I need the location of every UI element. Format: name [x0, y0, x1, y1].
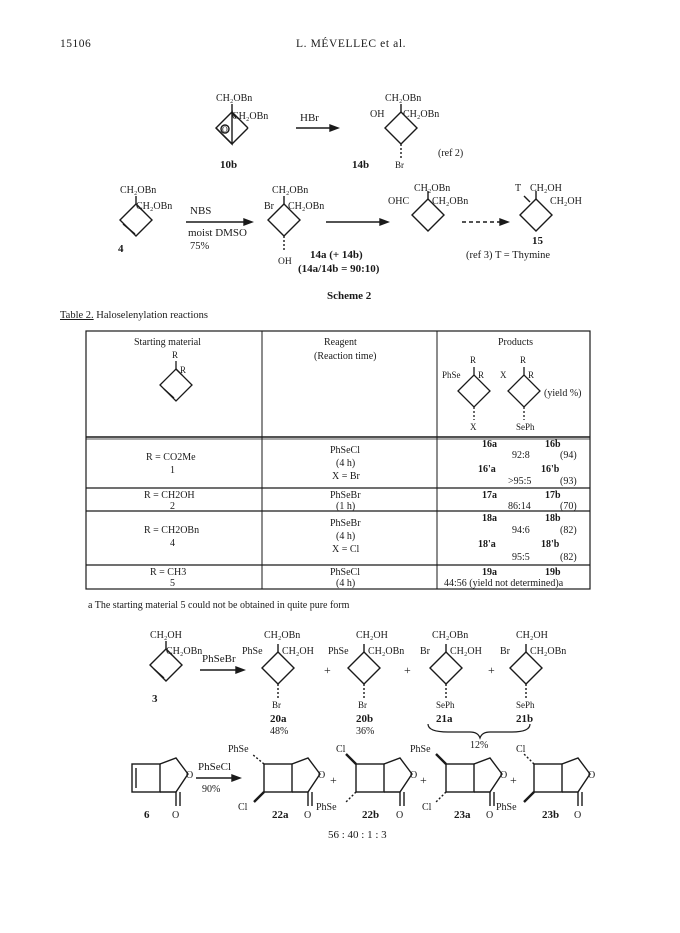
sub-14a-1: CH₂OBn: [272, 185, 309, 196]
label-4: 4: [118, 243, 124, 255]
row3-reagent-2: (4 h): [336, 531, 356, 542]
row1-ratio: 92:8: [512, 450, 530, 461]
row4-reagent-1: PhSeCl: [330, 567, 361, 578]
oh-14b: OH: [370, 109, 385, 120]
reagent-nbs: NBS: [190, 205, 212, 217]
hdr-x: X: [500, 370, 507, 380]
ohc-aldehyde: OHC: [388, 196, 410, 207]
sub-14b-2: CH₂OBn: [403, 109, 440, 120]
header-product-a: [458, 367, 490, 420]
p21b-bottom: SePh: [516, 700, 535, 710]
row2-reagent-2: (1 h): [336, 501, 356, 512]
hdr-seph: SePh: [516, 422, 535, 432]
plus-1: +: [324, 663, 331, 677]
label-14b: 14b: [352, 159, 370, 171]
running-header-authors: L. MÉVELLEC et al.: [296, 38, 407, 50]
p21a-s2: CH₂OH: [450, 646, 482, 657]
plus-6: +: [510, 773, 517, 787]
o-6-carbonyl: O: [172, 810, 180, 821]
row3-a: 18a: [482, 513, 497, 524]
structure-23a: [436, 754, 502, 806]
p22b-top: Cl: [336, 744, 346, 755]
row1p-yield: (93): [560, 476, 577, 487]
p23b-top: Cl: [516, 744, 526, 755]
row4-reagent-2: (4 h): [336, 578, 356, 589]
p20a-bottom: Br: [272, 700, 281, 710]
col-reaction-time: (Reaction time): [314, 351, 377, 362]
table-2: [0, 325, 680, 595]
o-22b-c: O: [396, 810, 404, 821]
row3-number: 4: [170, 538, 175, 549]
row4-ratio: 44:56 (yield not determined)a: [444, 578, 564, 589]
row1-reagent-2: (4 h): [336, 458, 356, 469]
row1-b: 16b: [545, 439, 561, 450]
p22a-top: PhSe: [228, 744, 249, 755]
label-14a: 14a (+ 14b): [310, 249, 363, 261]
reagent-yield: 75%: [190, 241, 210, 252]
o-22a: O: [318, 770, 326, 781]
p21b-left: Br: [500, 646, 510, 657]
o-23b: O: [588, 770, 596, 781]
o-23a: O: [500, 770, 508, 781]
row1-reagent-3: X = Br: [332, 471, 360, 482]
row2-ratio: 86:14: [508, 501, 531, 512]
p20b-s2: CH₂OBn: [368, 646, 405, 657]
o-6-ring: O: [186, 770, 194, 781]
label-15: 15: [532, 235, 543, 247]
label-3: 3: [152, 693, 158, 705]
sub-4-1: CH₂OBn: [120, 185, 157, 196]
yield-20b: 36%: [356, 726, 375, 737]
plus-4: +: [330, 773, 337, 787]
row1-material: R = CO2Me: [146, 452, 196, 463]
scheme-2: [0, 0, 680, 305]
br-14b: Br: [395, 160, 404, 170]
reagent-dmso: moist DMSO: [188, 227, 247, 239]
reagent-phsecl: PhSeCl: [198, 761, 232, 773]
row4-number: 5: [170, 578, 175, 589]
epoxide-o: O: [222, 125, 228, 134]
structure-22b: [346, 754, 412, 806]
p23b-bottom: PhSe: [496, 802, 517, 813]
row3p-yield: (82): [560, 552, 577, 563]
sub-3-2: CH₂OBn: [166, 646, 203, 657]
label-22b: 22b: [362, 809, 380, 821]
p21b-s2: CH₂OBn: [530, 646, 567, 657]
hdr-r-4: R: [520, 355, 527, 365]
table-2-caption: [60, 310, 208, 321]
table-footnote: a The starting material 5 could not be obtained in quite pure form: [88, 600, 350, 611]
row2-yield: (70): [560, 501, 577, 512]
header-product-b: [508, 367, 540, 420]
row2-a: 17a: [482, 490, 497, 501]
p20a-s2: CH₂OH: [282, 646, 314, 657]
p23a-top: PhSe: [410, 744, 431, 755]
yield-20a: 48%: [270, 726, 289, 737]
p20b-bottom: Br: [358, 700, 367, 710]
p21a-left: Br: [420, 646, 430, 657]
ref-2: (ref 2): [438, 148, 464, 159]
ref-3-thymine: (ref 3) T = Thymine: [466, 250, 551, 261]
plus-2: +: [404, 663, 411, 677]
row3-ratio: 94:6: [512, 525, 530, 536]
o-22b: O: [410, 770, 418, 781]
brace-21: [428, 724, 530, 738]
sub-14a-2: CH₂OBn: [288, 201, 325, 212]
label-6: 6: [144, 809, 150, 821]
label-22a: 22a: [272, 809, 289, 821]
row3-b: 18b: [545, 513, 561, 524]
o-23a-c: O: [486, 810, 494, 821]
p20a-left: PhSe: [242, 646, 263, 657]
ratio-14a-14b: (14a/14b = 90:10): [298, 263, 380, 275]
thymine-t: T: [515, 183, 522, 194]
structure-23b: [524, 754, 590, 806]
structure-10b: [216, 104, 248, 144]
row3-reagent-1: PhSeBr: [330, 518, 361, 529]
product-ratio: 56 : 40 : 1 : 3: [328, 829, 387, 841]
table-2-label: Table 2.: [60, 310, 94, 321]
hdr-r-3: R: [470, 355, 477, 365]
hdr-r-5: R: [478, 370, 485, 380]
hdr-r-2: R: [180, 365, 187, 375]
label-20b: 20b: [356, 713, 374, 725]
col-products: Products: [498, 337, 533, 348]
sub-14b-1: CH₂OBn: [385, 93, 422, 104]
scheme-2-title: Scheme 2: [327, 290, 372, 302]
plus-5: +: [420, 773, 427, 787]
label-21a: 21a: [436, 713, 453, 725]
structure-22a: [252, 754, 320, 806]
p23a-bottom: Cl: [422, 802, 432, 813]
o-22a-c: O: [304, 810, 312, 821]
row1-yield: (94): [560, 450, 577, 461]
table-2-title: Haloselenylation reactions: [93, 310, 208, 321]
structure-15: [520, 191, 552, 231]
yield-90: 90%: [202, 784, 221, 795]
sub-10b-2: CH₂OBn: [232, 111, 269, 122]
p22b-bottom: PhSe: [316, 802, 337, 813]
col-reagent: Reagent: [324, 337, 357, 348]
scheme-4: [0, 740, 680, 880]
row4-b: 19b: [545, 567, 561, 578]
label-21b: 21b: [516, 713, 534, 725]
reagent-phsebr: PhSeBr: [202, 653, 236, 665]
row3-material: R = CH2OBn: [144, 525, 200, 536]
hdr-r-6: R: [528, 370, 535, 380]
p20b-s1: CH₂OH: [356, 630, 388, 641]
page-number: 15106: [60, 38, 92, 50]
br-14a: Br: [264, 201, 274, 212]
hdr-r-1: R: [172, 350, 179, 360]
row1-reagent-1: PhSeCl: [330, 445, 361, 456]
col-starting-material: Starting material: [134, 337, 201, 348]
yield-21: 12%: [470, 740, 489, 751]
row2-b: 17b: [545, 490, 561, 501]
o-23b-c: O: [574, 810, 582, 821]
sub-10b-1: CH₂OBn: [216, 93, 253, 104]
hdr-phse: PhSe: [442, 370, 461, 380]
row3p-ratio: 95:5: [512, 552, 530, 563]
scheme-3: [0, 620, 680, 760]
reagent-hbr: HBr: [300, 112, 319, 124]
row3p-b: 18'b: [541, 539, 560, 550]
sub-15-2: CH₂OH: [550, 196, 582, 207]
label-23a: 23a: [454, 809, 471, 821]
row1p-ratio: >95:5: [508, 476, 532, 487]
sub-15-1: CH₂OH: [530, 183, 562, 194]
row1-a: 16a: [482, 439, 497, 450]
row1p-a: 16'a: [478, 464, 496, 475]
oh-14a: OH: [278, 257, 292, 267]
hdr-x-bottom: X: [470, 422, 477, 432]
p21a-bottom: SePh: [436, 700, 455, 710]
sub-3-1: CH₂OH: [150, 630, 182, 641]
row2-number: 2: [170, 501, 175, 512]
row3p-a: 18'a: [478, 539, 496, 550]
sub-ald-1: CH₂OBn: [414, 183, 451, 194]
p20b-left: PhSe: [328, 646, 349, 657]
sub-ald-2: CH₂OBn: [432, 196, 469, 207]
sub-4-2: CH₂OBn: [136, 201, 173, 212]
header-diene: [160, 361, 192, 401]
hdr-yield: (yield %): [544, 388, 582, 399]
row2-material: R = CH2OH: [144, 490, 195, 501]
row3-reagent-3: X = Cl: [332, 544, 360, 555]
row3-yield: (82): [560, 525, 577, 536]
plus-3: +: [488, 663, 495, 677]
p21b-s1: CH₂OH: [516, 630, 548, 641]
row2-reagent-1: PhSeBr: [330, 490, 361, 501]
row4-a: 19a: [482, 567, 497, 578]
row4-material: R = CH3: [150, 567, 187, 578]
structure-6: [132, 758, 188, 806]
p22a-bottom: Cl: [238, 802, 248, 813]
row1-number: 1: [170, 465, 175, 476]
label-23b: 23b: [542, 809, 560, 821]
label-10b: 10b: [220, 159, 238, 171]
p21a-s1: CH₂OBn: [432, 630, 469, 641]
row1p-b: 16'b: [541, 464, 560, 475]
p20a-s1: CH₂OBn: [264, 630, 301, 641]
label-20a: 20a: [270, 713, 287, 725]
